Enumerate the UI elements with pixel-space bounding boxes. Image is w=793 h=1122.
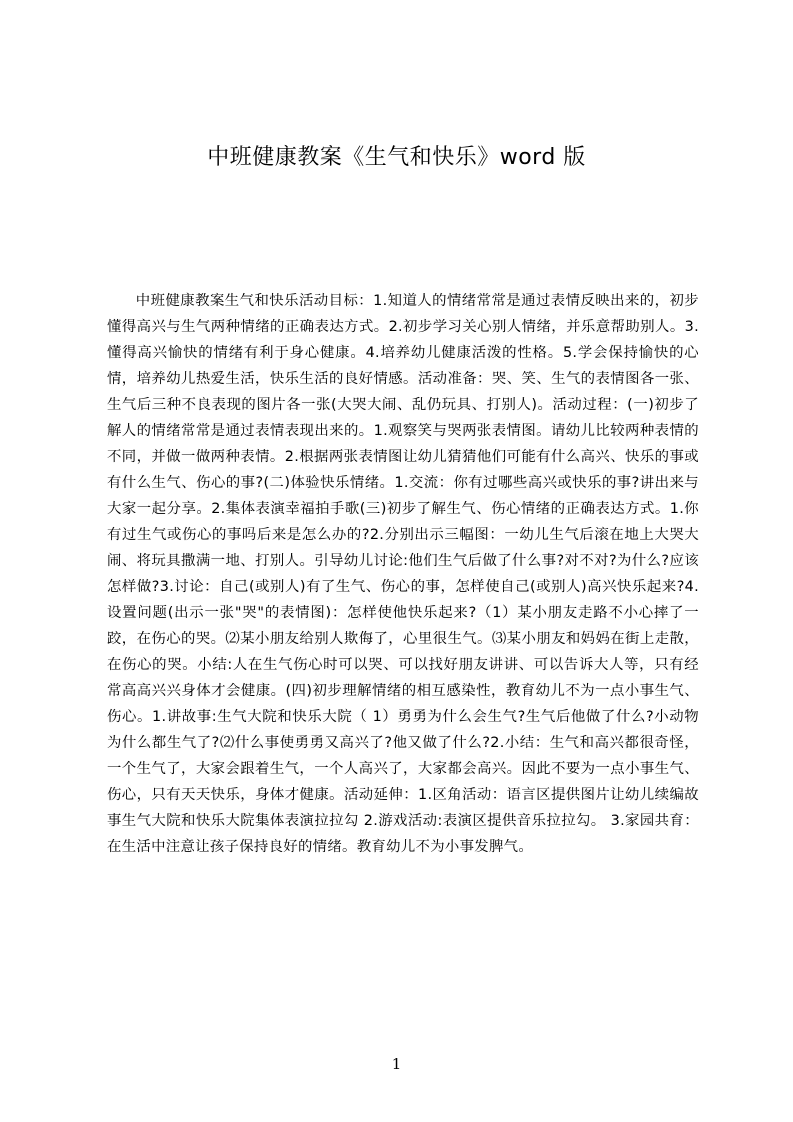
document-body-paragraph: 中班健康教案生气和快乐活动目标：1.知道人的情绪常常是通过表情反映出来的，初步懂得高兴与生气两种情绪的正确表达方式。2.初步学习关心别人情绪，并乐意帮助别人。3.懂得高兴愉快的情绪有利于身心健康。4.培养幼儿健康活泼的性格。5.学会保持愉快的心情，培养幼儿热爱生活，快乐生活的良好情感。活动准备：哭、笑、生气的表情图各一张、生气后三种不良表现的图片各一张(大哭大闹、乱仍玩具、打别人)。活动过程：(一)初步了解人的情绪常常是通过表情表现出来的。1.观察笑与哭两张表情图。请幼儿比较两种表情的不同，并做一做两种表情。2.根据两张表情图让幼儿猜猜他们可能有什么高兴、快乐的事或有什么生气、伤心的事?(二)体验快乐情绪。1.交流：你有过哪些高兴或快乐的事?讲出来与大家一起分享。2.集体表演幸福拍手歌(三)初步了解生气、伤心情绪的正确表达方式。1.你有过生气或伤心的事吗后来是怎么办的?2.分别出示三幅图：一幼儿生气后滚在地上大哭大闹、将玩具撒满一地、打别人。引导幼儿讨论:他们生气后做了什么事?对不对?为什么?应该怎样做?3.讨论：自己(或别人)有了生气、伤心的事，怎样使自己(或别人)高兴快乐起来?4.设置问题(出示一张"哭"的表情图)：怎样使他快乐起来?（1）某小朋友走路不小心摔了一跤，在伤心的哭。⑵某小朋友给别人欺侮了，心里很生气。⑶某小朋友和妈妈在街上走散，在伤心的哭。小结:人在生气伤心时可以哭、可以找好朋友讲讲、可以告诉大人等，只有经常高高兴兴身体才会健康。(四)初步理解情绪的相互感染性，教育幼儿不为一点小事生气、伤心。1.讲故事:生气大院和快乐大院（ 1）勇勇为什么会生气?生气后他做了什么?小动物为什么都生气了?⑵什么事使勇勇又高兴了?他又做了什么?2.小结：生气和高兴都很奇怪，一个生气了，大家会跟着生气，一个人高兴了，大家都会高兴。因此不要为一点小事生气、伤心，只有天天快乐，身体才健康。活动延伸：1.区角活动：语言区提供图片让幼儿续编故事生气大院和快乐大院集体表演拉拉勾 2.游戏活动:表演区提供音乐拉拉勾。 3.家园共育：在生活中注意让孩子保持良好的情绪。教育幼儿不为小事发脾气。 — [107, 293, 699, 855]
page-number: 1 — [391, 1055, 402, 1073]
document-title: 中班健康教案《生气和快乐》word 版 — [207, 145, 586, 170]
